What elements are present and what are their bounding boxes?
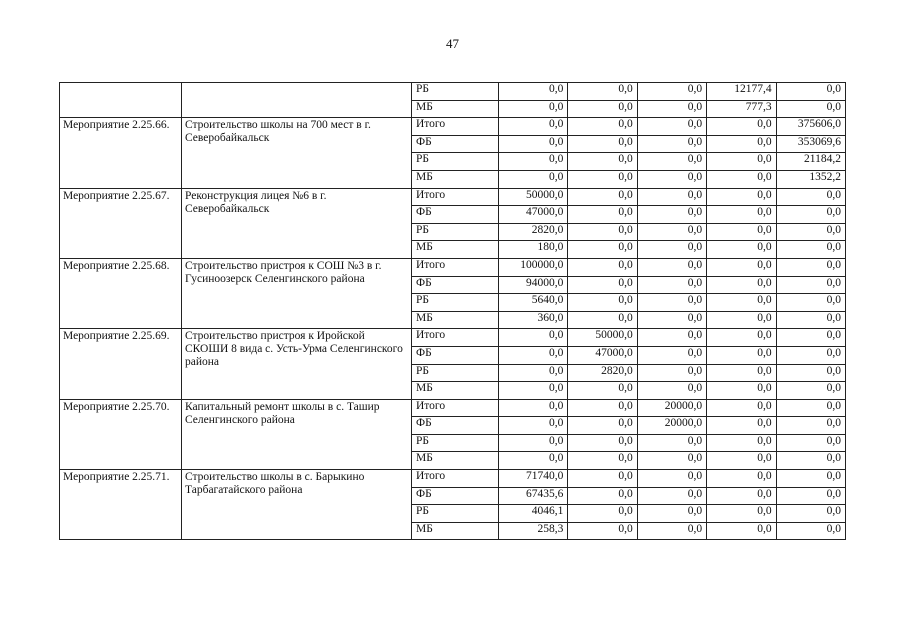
- amount-cell: 0,0: [776, 258, 845, 276]
- table-row: [60, 329, 846, 347]
- amount-cell: 0,0: [499, 100, 568, 118]
- funding-source-cell: ФБ: [412, 276, 499, 294]
- amount-cell: 100000,0: [499, 258, 568, 276]
- funding-source-cell: РБ: [412, 83, 499, 101]
- table-row: [60, 470, 846, 488]
- amount-cell: 0,0: [637, 135, 706, 153]
- amount-cell: 4046,1: [499, 505, 568, 523]
- funding-source-cell: ФБ: [412, 487, 499, 505]
- amount-cell: 0,0: [499, 170, 568, 188]
- funding-source-cell: МБ: [412, 382, 499, 400]
- amount-cell: 0,0: [568, 188, 637, 206]
- amount-cell: 0,0: [776, 206, 845, 224]
- funding-source-cell: Итого: [412, 188, 499, 206]
- amount-cell: 0,0: [568, 153, 637, 171]
- event-description-cell: Строительство школы в с. Барыкино Тарбагатайского района: [182, 470, 412, 540]
- amount-cell: 0,0: [568, 100, 637, 118]
- funding-source-cell: РБ: [412, 434, 499, 452]
- funding-source-cell: МБ: [412, 170, 499, 188]
- amount-cell: 0,0: [776, 329, 845, 347]
- amount-cell: 0,0: [637, 241, 706, 259]
- amount-cell: 0,0: [568, 294, 637, 312]
- amount-cell: 0,0: [707, 470, 776, 488]
- amount-cell: 0,0: [568, 170, 637, 188]
- amount-cell: 0,0: [707, 399, 776, 417]
- amount-cell: 0,0: [637, 83, 706, 101]
- amount-cell: 0,0: [776, 223, 845, 241]
- funding-source-cell: Итого: [412, 470, 499, 488]
- amount-cell: 0,0: [707, 276, 776, 294]
- amount-cell: 0,0: [637, 364, 706, 382]
- event-code-cell: Мероприятие 2.25.67.: [60, 188, 182, 258]
- amount-cell: 50000,0: [568, 329, 637, 347]
- amount-cell: 0,0: [776, 311, 845, 329]
- amount-cell: 777,3: [707, 100, 776, 118]
- amount-cell: 0,0: [568, 417, 637, 435]
- amount-cell: 0,0: [776, 434, 845, 452]
- page-number: 47: [446, 36, 459, 51]
- amount-cell: 0,0: [776, 399, 845, 417]
- amount-cell: 0,0: [637, 329, 706, 347]
- funding-source-cell: РБ: [412, 223, 499, 241]
- amount-cell: 0,0: [707, 364, 776, 382]
- amount-cell: 0,0: [568, 382, 637, 400]
- amount-cell: 21184,2: [776, 153, 845, 171]
- amount-cell: 0,0: [637, 153, 706, 171]
- amount-cell: 0,0: [707, 294, 776, 312]
- amount-cell: 0,0: [637, 487, 706, 505]
- event-description-cell: [182, 83, 412, 118]
- amount-cell: 0,0: [776, 364, 845, 382]
- amount-cell: 0,0: [499, 329, 568, 347]
- event-code-cell: Мероприятие 2.25.69.: [60, 329, 182, 399]
- funding-source-cell: ФБ: [412, 135, 499, 153]
- amount-cell: 0,0: [776, 487, 845, 505]
- amount-cell: 0,0: [707, 434, 776, 452]
- event-description-cell: Капитальный ремонт школы в с. Ташир Селенгинского района: [182, 399, 412, 469]
- amount-cell: 0,0: [707, 170, 776, 188]
- amount-cell: 0,0: [637, 311, 706, 329]
- amount-cell: 0,0: [568, 241, 637, 259]
- amount-cell: 0,0: [776, 100, 845, 118]
- budget-table-body: [60, 83, 846, 540]
- amount-cell: 0,0: [568, 452, 637, 470]
- funding-source-cell: МБ: [412, 100, 499, 118]
- amount-cell: 0,0: [776, 382, 845, 400]
- amount-cell: 0,0: [707, 311, 776, 329]
- amount-cell: 0,0: [776, 452, 845, 470]
- amount-cell: 5640,0: [499, 294, 568, 312]
- amount-cell: 12177,4: [707, 83, 776, 101]
- amount-cell: 0,0: [776, 188, 845, 206]
- amount-cell: 2820,0: [568, 364, 637, 382]
- amount-cell: 0,0: [707, 487, 776, 505]
- funding-source-cell: Итого: [412, 118, 499, 136]
- amount-cell: 0,0: [707, 223, 776, 241]
- amount-cell: 0,0: [499, 382, 568, 400]
- amount-cell: 0,0: [637, 188, 706, 206]
- amount-cell: 0,0: [637, 100, 706, 118]
- amount-cell: 0,0: [776, 294, 845, 312]
- amount-cell: 50000,0: [499, 188, 568, 206]
- event-description-cell: Строительство школы на 700 мест в г. Северобайкальск: [182, 118, 412, 188]
- amount-cell: 0,0: [499, 452, 568, 470]
- amount-cell: 20000,0: [637, 399, 706, 417]
- amount-cell: 0,0: [776, 276, 845, 294]
- event-code-cell: Мероприятие 2.25.70.: [60, 399, 182, 469]
- amount-cell: 0,0: [707, 417, 776, 435]
- amount-cell: 0,0: [707, 135, 776, 153]
- funding-source-cell: ФБ: [412, 417, 499, 435]
- amount-cell: 47000,0: [499, 206, 568, 224]
- budget-table: [59, 82, 846, 540]
- amount-cell: 0,0: [707, 522, 776, 540]
- amount-cell: 0,0: [499, 417, 568, 435]
- funding-source-cell: РБ: [412, 505, 499, 523]
- amount-cell: 71740,0: [499, 470, 568, 488]
- amount-cell: 0,0: [568, 434, 637, 452]
- table-row: [60, 83, 846, 101]
- amount-cell: 0,0: [568, 399, 637, 417]
- amount-cell: 0,0: [499, 153, 568, 171]
- amount-cell: 0,0: [637, 346, 706, 364]
- amount-cell: 0,0: [637, 505, 706, 523]
- amount-cell: 0,0: [568, 522, 637, 540]
- amount-cell: 0,0: [637, 294, 706, 312]
- amount-cell: 0,0: [637, 258, 706, 276]
- table-row: [60, 188, 846, 206]
- amount-cell: 0,0: [707, 241, 776, 259]
- amount-cell: 0,0: [637, 206, 706, 224]
- amount-cell: 0,0: [776, 522, 845, 540]
- amount-cell: 0,0: [707, 346, 776, 364]
- table-row: [60, 118, 846, 136]
- amount-cell: 0,0: [707, 329, 776, 347]
- amount-cell: 0,0: [568, 311, 637, 329]
- amount-cell: 0,0: [568, 135, 637, 153]
- amount-cell: 0,0: [568, 505, 637, 523]
- funding-source-cell: МБ: [412, 452, 499, 470]
- amount-cell: 0,0: [637, 470, 706, 488]
- amount-cell: 0,0: [499, 135, 568, 153]
- amount-cell: 180,0: [499, 241, 568, 259]
- amount-cell: 0,0: [568, 223, 637, 241]
- amount-cell: 0,0: [707, 206, 776, 224]
- table-row: [60, 258, 846, 276]
- amount-cell: 0,0: [707, 452, 776, 470]
- funding-source-cell: РБ: [412, 153, 499, 171]
- amount-cell: 0,0: [568, 276, 637, 294]
- amount-cell: 0,0: [776, 241, 845, 259]
- funding-source-cell: ФБ: [412, 206, 499, 224]
- amount-cell: 2820,0: [499, 223, 568, 241]
- amount-cell: 20000,0: [637, 417, 706, 435]
- event-code-cell: Мероприятие 2.25.66.: [60, 118, 182, 188]
- amount-cell: 0,0: [776, 470, 845, 488]
- event-code-cell: Мероприятие 2.25.71.: [60, 470, 182, 540]
- amount-cell: 0,0: [707, 505, 776, 523]
- amount-cell: 0,0: [568, 258, 637, 276]
- amount-cell: 1352,2: [776, 170, 845, 188]
- amount-cell: 67435,6: [499, 487, 568, 505]
- amount-cell: 0,0: [499, 364, 568, 382]
- event-code-cell: [60, 83, 182, 118]
- amount-cell: 0,0: [568, 487, 637, 505]
- amount-cell: 0,0: [707, 258, 776, 276]
- amount-cell: 353069,6: [776, 135, 845, 153]
- funding-source-cell: МБ: [412, 311, 499, 329]
- amount-cell: 0,0: [637, 434, 706, 452]
- table-row: [60, 399, 846, 417]
- amount-cell: 0,0: [568, 83, 637, 101]
- amount-cell: 0,0: [568, 206, 637, 224]
- funding-source-cell: РБ: [412, 364, 499, 382]
- event-code-cell: Мероприятие 2.25.68.: [60, 258, 182, 328]
- funding-source-cell: МБ: [412, 522, 499, 540]
- amount-cell: 375606,0: [776, 118, 845, 136]
- amount-cell: 0,0: [637, 223, 706, 241]
- amount-cell: 0,0: [776, 83, 845, 101]
- amount-cell: 0,0: [776, 346, 845, 364]
- amount-cell: 258,3: [499, 522, 568, 540]
- amount-cell: 0,0: [637, 118, 706, 136]
- amount-cell: 0,0: [707, 188, 776, 206]
- funding-source-cell: ФБ: [412, 346, 499, 364]
- funding-source-cell: МБ: [412, 241, 499, 259]
- amount-cell: 0,0: [707, 382, 776, 400]
- funding-source-cell: Итого: [412, 329, 499, 347]
- event-description-cell: Строительство пристроя к Иройской СКОШИ 8 вида с. Усть-Урма Селенгинского района: [182, 329, 412, 399]
- amount-cell: 360,0: [499, 311, 568, 329]
- event-description-cell: Строительство пристроя к СОШ №3 в г. Гусиноозерск Селенгинского района: [182, 258, 412, 328]
- amount-cell: 0,0: [637, 522, 706, 540]
- amount-cell: 0,0: [637, 276, 706, 294]
- amount-cell: 0,0: [568, 470, 637, 488]
- amount-cell: 0,0: [707, 118, 776, 136]
- event-description-cell: Реконструкция лицея №6 в г. Северобайкальск: [182, 188, 412, 258]
- amount-cell: 0,0: [499, 434, 568, 452]
- amount-cell: 0,0: [637, 170, 706, 188]
- amount-cell: 0,0: [707, 153, 776, 171]
- amount-cell: 94000,0: [499, 276, 568, 294]
- amount-cell: 0,0: [499, 346, 568, 364]
- amount-cell: 0,0: [776, 417, 845, 435]
- funding-source-cell: Итого: [412, 258, 499, 276]
- amount-cell: 47000,0: [568, 346, 637, 364]
- amount-cell: 0,0: [776, 505, 845, 523]
- amount-cell: 0,0: [499, 118, 568, 136]
- funding-source-cell: Итого: [412, 399, 499, 417]
- amount-cell: 0,0: [637, 452, 706, 470]
- amount-cell: 0,0: [568, 118, 637, 136]
- funding-source-cell: РБ: [412, 294, 499, 312]
- amount-cell: 0,0: [499, 83, 568, 101]
- amount-cell: 0,0: [637, 382, 706, 400]
- amount-cell: 0,0: [499, 399, 568, 417]
